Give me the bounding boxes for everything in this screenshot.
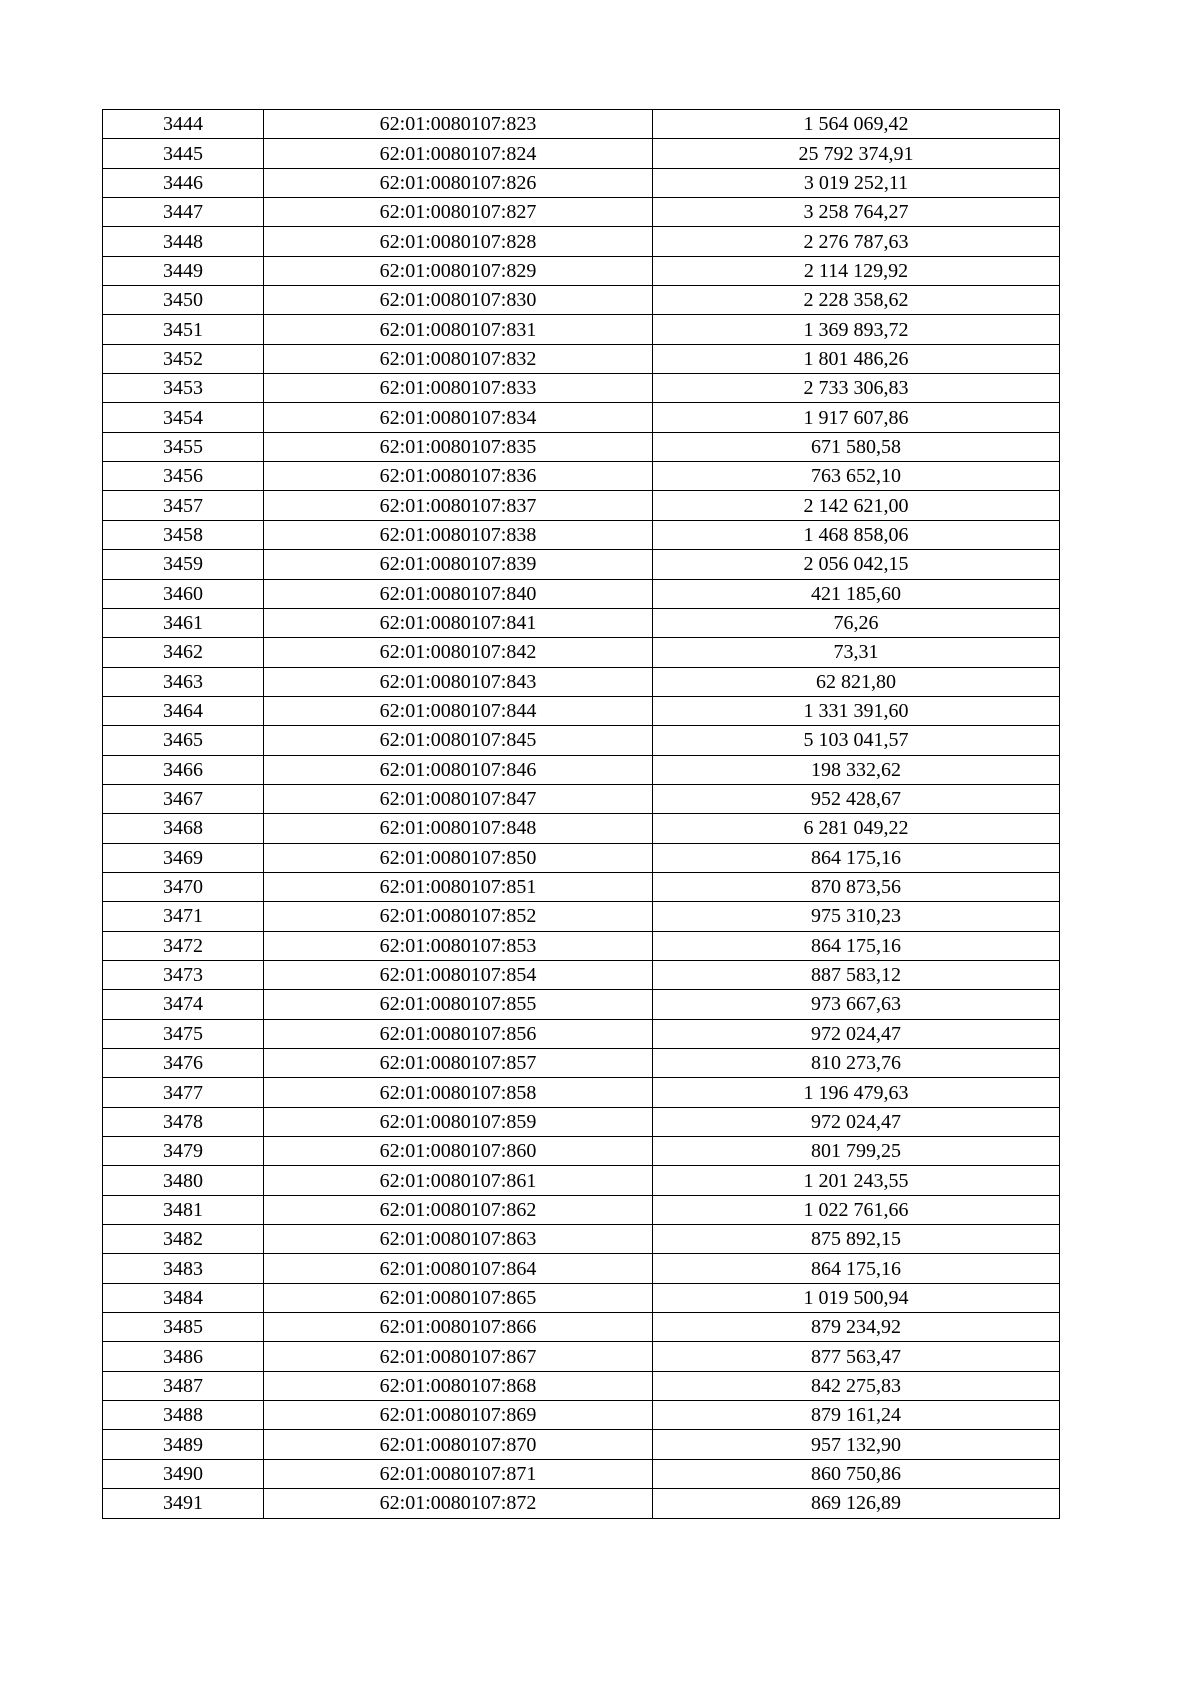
table-row xyxy=(103,1430,1060,1459)
table-row xyxy=(103,344,1060,373)
value-cell: 860 750,86 xyxy=(653,1459,1060,1488)
cadastral-number-cell: 62:01:0080107:869 xyxy=(264,1401,653,1430)
table-row xyxy=(103,462,1060,491)
row-number-cell: 3455 xyxy=(103,432,264,461)
cadastral-number-cell: 62:01:0080107:830 xyxy=(264,286,653,315)
row-number-cell: 3446 xyxy=(103,168,264,197)
cadastral-number-cell: 62:01:0080107:867 xyxy=(264,1342,653,1371)
value-cell: 62 821,80 xyxy=(653,667,1060,696)
table-row xyxy=(103,110,1060,139)
table-row xyxy=(103,286,1060,315)
row-number-cell: 3478 xyxy=(103,1107,264,1136)
table-row xyxy=(103,1283,1060,1312)
table-row xyxy=(103,1166,1060,1195)
value-cell: 2 228 358,62 xyxy=(653,286,1060,315)
value-cell: 73,31 xyxy=(653,638,1060,667)
value-cell: 1 917 607,86 xyxy=(653,403,1060,432)
row-number-cell: 3447 xyxy=(103,198,264,227)
row-number-cell: 3489 xyxy=(103,1430,264,1459)
cadastral-number-cell: 62:01:0080107:835 xyxy=(264,432,653,461)
row-number-cell: 3445 xyxy=(103,139,264,168)
value-cell: 2 733 306,83 xyxy=(653,374,1060,403)
row-number-cell: 3468 xyxy=(103,814,264,843)
value-cell: 870 873,56 xyxy=(653,872,1060,901)
table-row xyxy=(103,872,1060,901)
value-cell: 801 799,25 xyxy=(653,1137,1060,1166)
table-row xyxy=(103,931,1060,960)
row-number-cell: 3488 xyxy=(103,1401,264,1430)
row-number-cell: 3482 xyxy=(103,1225,264,1254)
cadastral-number-cell: 62:01:0080107:834 xyxy=(264,403,653,432)
cadastral-number-cell: 62:01:0080107:832 xyxy=(264,344,653,373)
value-cell: 671 580,58 xyxy=(653,432,1060,461)
value-cell: 810 273,76 xyxy=(653,1049,1060,1078)
table-row xyxy=(103,1459,1060,1488)
table-row xyxy=(103,550,1060,579)
row-number-cell: 3481 xyxy=(103,1195,264,1224)
row-number-cell: 3453 xyxy=(103,374,264,403)
table-row xyxy=(103,315,1060,344)
table-row xyxy=(103,227,1060,256)
cadastral-number-cell: 62:01:0080107:840 xyxy=(264,579,653,608)
value-cell: 1 468 858,06 xyxy=(653,520,1060,549)
value-cell: 875 892,15 xyxy=(653,1225,1060,1254)
cadastral-number-cell: 62:01:0080107:846 xyxy=(264,755,653,784)
row-number-cell: 3479 xyxy=(103,1137,264,1166)
value-cell: 2 276 787,63 xyxy=(653,227,1060,256)
table-row xyxy=(103,1371,1060,1400)
cadastral-number-cell: 62:01:0080107:851 xyxy=(264,872,653,901)
cadastral-number-cell: 62:01:0080107:838 xyxy=(264,520,653,549)
table-row xyxy=(103,256,1060,285)
row-number-cell: 3467 xyxy=(103,784,264,813)
value-cell: 2 114 129,92 xyxy=(653,256,1060,285)
value-cell: 952 428,67 xyxy=(653,784,1060,813)
table-row xyxy=(103,198,1060,227)
row-number-cell: 3477 xyxy=(103,1078,264,1107)
table-row xyxy=(103,579,1060,608)
value-cell: 864 175,16 xyxy=(653,843,1060,872)
row-number-cell: 3480 xyxy=(103,1166,264,1195)
table-row xyxy=(103,491,1060,520)
table-row xyxy=(103,960,1060,989)
data-table xyxy=(102,109,1060,1519)
row-number-cell: 3471 xyxy=(103,902,264,931)
value-cell: 763 652,10 xyxy=(653,462,1060,491)
cadastral-number-cell: 62:01:0080107:860 xyxy=(264,1137,653,1166)
row-number-cell: 3487 xyxy=(103,1371,264,1400)
table-row xyxy=(103,1225,1060,1254)
value-cell: 879 234,92 xyxy=(653,1313,1060,1342)
cadastral-number-cell: 62:01:0080107:823 xyxy=(264,110,653,139)
cadastral-number-cell: 62:01:0080107:871 xyxy=(264,1459,653,1488)
row-number-cell: 3483 xyxy=(103,1254,264,1283)
value-cell: 1 564 069,42 xyxy=(653,110,1060,139)
cadastral-number-cell: 62:01:0080107:857 xyxy=(264,1049,653,1078)
cadastral-number-cell: 62:01:0080107:858 xyxy=(264,1078,653,1107)
row-number-cell: 3458 xyxy=(103,520,264,549)
cadastral-number-cell: 62:01:0080107:865 xyxy=(264,1283,653,1312)
row-number-cell: 3465 xyxy=(103,726,264,755)
value-cell: 3 019 252,11 xyxy=(653,168,1060,197)
cadastral-number-cell: 62:01:0080107:854 xyxy=(264,960,653,989)
table-row xyxy=(103,1489,1060,1518)
cadastral-number-cell: 62:01:0080107:864 xyxy=(264,1254,653,1283)
cadastral-number-cell: 62:01:0080107:833 xyxy=(264,374,653,403)
table-row xyxy=(103,1107,1060,1136)
value-cell: 879 161,24 xyxy=(653,1401,1060,1430)
value-cell: 1 331 391,60 xyxy=(653,696,1060,725)
table-row xyxy=(103,1137,1060,1166)
row-number-cell: 3456 xyxy=(103,462,264,491)
cadastral-number-cell: 62:01:0080107:861 xyxy=(264,1166,653,1195)
cadastral-number-cell: 62:01:0080107:842 xyxy=(264,638,653,667)
value-cell: 1 019 500,94 xyxy=(653,1283,1060,1312)
cadastral-number-cell: 62:01:0080107:852 xyxy=(264,902,653,931)
table-row xyxy=(103,374,1060,403)
value-cell: 5 103 041,57 xyxy=(653,726,1060,755)
row-number-cell: 3486 xyxy=(103,1342,264,1371)
value-cell: 2 056 042,15 xyxy=(653,550,1060,579)
value-cell: 3 258 764,27 xyxy=(653,198,1060,227)
row-number-cell: 3448 xyxy=(103,227,264,256)
table-row xyxy=(103,726,1060,755)
value-cell: 6 281 049,22 xyxy=(653,814,1060,843)
table-row xyxy=(103,1195,1060,1224)
row-number-cell: 3470 xyxy=(103,872,264,901)
row-number-cell: 3451 xyxy=(103,315,264,344)
row-number-cell: 3472 xyxy=(103,931,264,960)
cadastral-number-cell: 62:01:0080107:862 xyxy=(264,1195,653,1224)
table-row xyxy=(103,168,1060,197)
row-number-cell: 3452 xyxy=(103,344,264,373)
value-cell: 198 332,62 xyxy=(653,755,1060,784)
row-number-cell: 3463 xyxy=(103,667,264,696)
table-row xyxy=(103,814,1060,843)
table-row xyxy=(103,403,1060,432)
value-cell: 1 201 243,55 xyxy=(653,1166,1060,1195)
table-row xyxy=(103,696,1060,725)
cadastral-number-cell: 62:01:0080107:847 xyxy=(264,784,653,813)
row-number-cell: 3484 xyxy=(103,1283,264,1312)
value-cell: 1 801 486,26 xyxy=(653,344,1060,373)
row-number-cell: 3475 xyxy=(103,1019,264,1048)
cadastral-number-cell: 62:01:0080107:837 xyxy=(264,491,653,520)
cadastral-number-cell: 62:01:0080107:843 xyxy=(264,667,653,696)
cadastral-number-cell: 62:01:0080107:866 xyxy=(264,1313,653,1342)
table-row xyxy=(103,990,1060,1019)
row-number-cell: 3454 xyxy=(103,403,264,432)
row-number-cell: 3459 xyxy=(103,550,264,579)
table-row xyxy=(103,432,1060,461)
table-row xyxy=(103,139,1060,168)
value-cell: 864 175,16 xyxy=(653,931,1060,960)
cadastral-number-cell: 62:01:0080107:828 xyxy=(264,227,653,256)
row-number-cell: 3466 xyxy=(103,755,264,784)
value-cell: 972 024,47 xyxy=(653,1107,1060,1136)
row-number-cell: 3490 xyxy=(103,1459,264,1488)
cadastral-number-cell: 62:01:0080107:841 xyxy=(264,608,653,637)
cadastral-number-cell: 62:01:0080107:845 xyxy=(264,726,653,755)
cadastral-number-cell: 62:01:0080107:870 xyxy=(264,1430,653,1459)
row-number-cell: 3474 xyxy=(103,990,264,1019)
cadastral-number-cell: 62:01:0080107:829 xyxy=(264,256,653,285)
row-number-cell: 3469 xyxy=(103,843,264,872)
row-number-cell: 3444 xyxy=(103,110,264,139)
row-number-cell: 3457 xyxy=(103,491,264,520)
value-cell: 25 792 374,91 xyxy=(653,139,1060,168)
value-cell: 2 142 621,00 xyxy=(653,491,1060,520)
table-row xyxy=(103,1049,1060,1078)
value-cell: 864 175,16 xyxy=(653,1254,1060,1283)
cadastral-number-cell: 62:01:0080107:839 xyxy=(264,550,653,579)
row-number-cell: 3491 xyxy=(103,1489,264,1518)
value-cell: 887 583,12 xyxy=(653,960,1060,989)
table-row xyxy=(103,1313,1060,1342)
table-row xyxy=(103,520,1060,549)
row-number-cell: 3450 xyxy=(103,286,264,315)
value-cell: 957 132,90 xyxy=(653,1430,1060,1459)
row-number-cell: 3449 xyxy=(103,256,264,285)
table-row xyxy=(103,843,1060,872)
row-number-cell: 3460 xyxy=(103,579,264,608)
cadastral-number-cell: 62:01:0080107:853 xyxy=(264,931,653,960)
row-number-cell: 3476 xyxy=(103,1049,264,1078)
row-number-cell: 3485 xyxy=(103,1313,264,1342)
table-body xyxy=(103,110,1060,1519)
row-number-cell: 3464 xyxy=(103,696,264,725)
cadastral-number-cell: 62:01:0080107:863 xyxy=(264,1225,653,1254)
table-row xyxy=(103,1342,1060,1371)
value-cell: 972 024,47 xyxy=(653,1019,1060,1048)
value-cell: 76,26 xyxy=(653,608,1060,637)
table-row xyxy=(103,1254,1060,1283)
table-row xyxy=(103,667,1060,696)
table-row xyxy=(103,784,1060,813)
table-row xyxy=(103,1019,1060,1048)
value-cell: 842 275,83 xyxy=(653,1371,1060,1400)
value-cell: 1 369 893,72 xyxy=(653,315,1060,344)
value-cell: 421 185,60 xyxy=(653,579,1060,608)
cadastral-number-cell: 62:01:0080107:859 xyxy=(264,1107,653,1136)
row-number-cell: 3473 xyxy=(103,960,264,989)
row-number-cell: 3462 xyxy=(103,638,264,667)
cadastral-number-cell: 62:01:0080107:856 xyxy=(264,1019,653,1048)
table-row xyxy=(103,902,1060,931)
cadastral-number-cell: 62:01:0080107:827 xyxy=(264,198,653,227)
cadastral-number-cell: 62:01:0080107:848 xyxy=(264,814,653,843)
value-cell: 1 196 479,63 xyxy=(653,1078,1060,1107)
value-cell: 877 563,47 xyxy=(653,1342,1060,1371)
table-row xyxy=(103,638,1060,667)
cadastral-number-cell: 62:01:0080107:855 xyxy=(264,990,653,1019)
value-cell: 1 022 761,66 xyxy=(653,1195,1060,1224)
cadastral-number-cell: 62:01:0080107:826 xyxy=(264,168,653,197)
cadastral-number-cell: 62:01:0080107:836 xyxy=(264,462,653,491)
value-cell: 973 667,63 xyxy=(653,990,1060,1019)
cadastral-number-cell: 62:01:0080107:850 xyxy=(264,843,653,872)
row-number-cell: 3461 xyxy=(103,608,264,637)
cadastral-number-cell: 62:01:0080107:872 xyxy=(264,1489,653,1518)
table-row xyxy=(103,608,1060,637)
table-row xyxy=(103,1078,1060,1107)
cadastral-number-cell: 62:01:0080107:831 xyxy=(264,315,653,344)
value-cell: 975 310,23 xyxy=(653,902,1060,931)
cadastral-number-cell: 62:01:0080107:844 xyxy=(264,696,653,725)
table-row xyxy=(103,1401,1060,1430)
value-cell: 869 126,89 xyxy=(653,1489,1060,1518)
cadastral-number-cell: 62:01:0080107:868 xyxy=(264,1371,653,1400)
cadastral-number-cell: 62:01:0080107:824 xyxy=(264,139,653,168)
table-row xyxy=(103,755,1060,784)
